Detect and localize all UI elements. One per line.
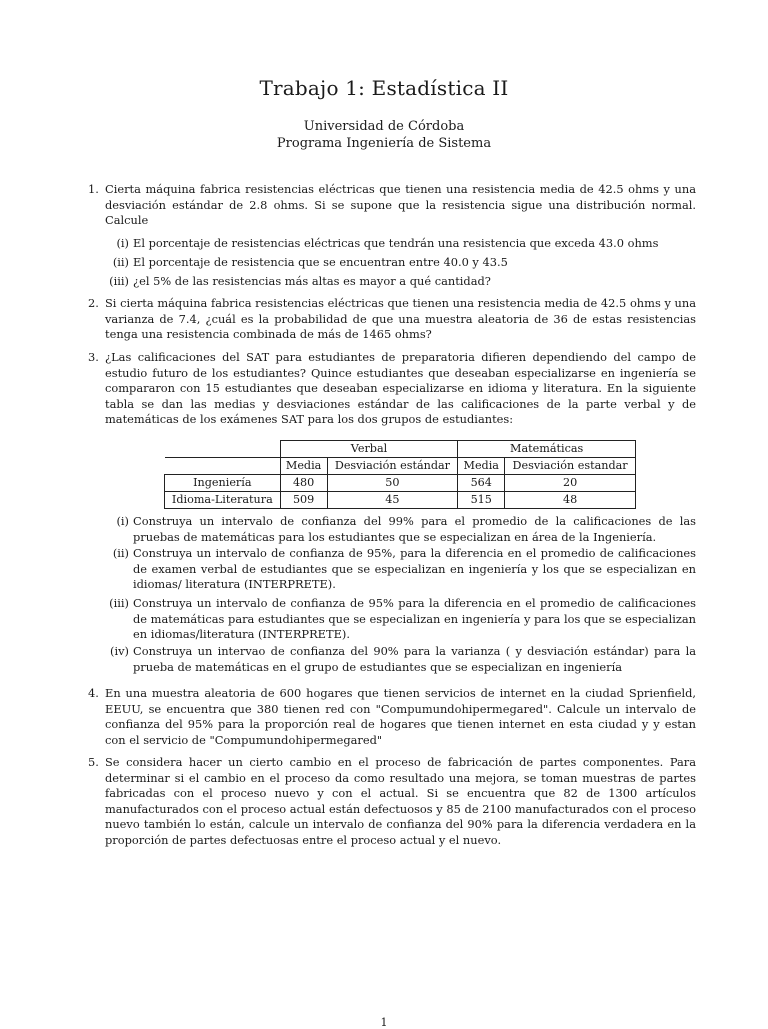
table-cell: 20: [505, 475, 636, 492]
problem-text: Se considera hacer un cierto cambio en el proceso de fabricación de partes componentes. Para determinar si el cambio en el proceso da como resultado una mejora, se toman muestras de partes fabricadas con el proceso nuevo y con el actual. Si se encuentra que 82 de 1300 artículos manufacturados con el proceso actual están defectuosos y 85 de 2100 manufacturados con el proceso nuevo también lo están, calcule un intervalo de confianza del 90% para la diferencia verdadera en la proporción de partes defectuosas entre el proceso actual y el nuevo.: [105, 755, 696, 847]
problem-text: En una muestra aleatoria de 600 hogares que tienen servicios de internet en la ciudad Sprienfield, EEUU, se encuentra que 380 tienen red con "Compumundohipermegared". Calcule un intervalo de confianza del 95% para la proporción real de hogares que tienen internet en esta ciudad y y estan con el servicio de "Compumundohipermegared": [105, 686, 696, 747]
problem-1: [88, 182, 696, 229]
problem-3-item-iv: [105, 644, 696, 675]
subheader-math-mean: Media: [458, 458, 505, 475]
item-label: (iii): [109, 596, 129, 610]
item-label: (i): [116, 514, 129, 528]
problem-3: [88, 350, 696, 428]
table-subheader-row: [165, 458, 636, 475]
item-label: (iii): [109, 274, 129, 288]
problem-text: ¿Las calificaciones del SAT para estudiantes de preparatoria difieren dependiendo del campo de estudio futuro de los estudiantes? Quince estudiantes que deseaban especializarse en ingeniería se compararon con 15 estudiantes que deseaban especializarse en idioma y literatura. En la siguiente tabla se dan las medias y desviaciones estándar de las calificaciones de la parte verbal y de matemáticas de los exámenes SAT para los dos grupos de estudiantes:: [105, 350, 696, 426]
item-label: (i): [116, 236, 129, 250]
item-text: El porcentaje de resistencia que se encuentran entre 40.0 y 43.5: [133, 255, 508, 269]
table-cell: 515: [458, 492, 505, 509]
table-cell: 48: [505, 492, 636, 509]
problem-1-item-iii: [105, 274, 696, 290]
problem-1-item-i: [105, 236, 696, 252]
item-text: El porcentaje de resistencias eléctricas que tendrán una resistencia que exceda 43.0 ohms: [133, 236, 659, 250]
page-number: 1: [380, 1016, 388, 1029]
group-header-verbal: Verbal: [280, 441, 458, 458]
table-cell: 480: [280, 475, 327, 492]
problem-number: 4.: [88, 686, 99, 700]
item-label: (iv): [110, 644, 129, 658]
item-text: Construya un intervalo de confianza del 99% para el promedio de la calificaciones de las pruebas de matemáticas para los estudiantes que se especializan en área de la Ingeniería.: [133, 514, 696, 544]
institution-name: Universidad de Córdoba: [303, 119, 465, 134]
item-text: Construya un intervalo de confianza de 95% para la diferencia en el promedio de calificaciones de matemáticas para estudiantes que se especializan en ingeniería y para los que se especializan en idiomas/literatura (INTERPRETE).: [133, 596, 696, 641]
program-name: Programa Ingeniería de Sistema: [276, 136, 492, 151]
item-label: (ii): [112, 546, 129, 560]
problem-3-item-i: [105, 514, 696, 545]
row-label: Idioma-Literatura: [165, 492, 281, 509]
problem-number: 3.: [88, 350, 99, 364]
problem-number: 1.: [88, 182, 99, 196]
problem-5: [88, 755, 696, 848]
item-text: ¿el 5% de las resistencias más altas es mayor a qué cantidad?: [133, 274, 491, 288]
item-text: Construya un intervao de confianza del 90% para la varianza ( y desviación estándar) para la prueba de matemáticas en el grupo de estudiantes que se especializan en ingeniería: [133, 644, 696, 674]
problem-number: 2.: [88, 296, 99, 310]
problem-1-item-ii: [105, 255, 696, 271]
row-label: Ingeniería: [165, 475, 281, 492]
problem-3-item-iii: [105, 596, 696, 643]
table-corner: [165, 458, 281, 475]
problem-3-item-ii: [105, 546, 696, 593]
sat-scores-table: [164, 440, 636, 509]
subheader-verbal-sd: Desviación estándar: [327, 458, 458, 475]
problem-text: Si cierta máquina fabrica resistencias eléctricas que tienen una resistencia media de 42.5 ohms y una varianza de 7.4, ¿cuál es la probabilidad de que una muestra aleatoria de 36 de estas resistencias tenga una resistencia combinada de más de 1465 ohms?: [105, 296, 696, 341]
table-cell: 45: [327, 492, 458, 509]
page-title: Trabajo 1: Estadística II: [259, 76, 509, 100]
item-label: (ii): [112, 255, 129, 269]
item-text: Construya un intervalo de confianza de 95%, para la diferencia en el promedio de calificaciones de examen verbal de estudiantes que se especializan en ingeniería y los que se especializan en idiomas/ literatura (INTERPRETE).: [133, 546, 696, 591]
table-row: [165, 475, 636, 492]
table-cell: 509: [280, 492, 327, 509]
table-corner: [165, 441, 281, 458]
subheader-math-sd: Desviación estandar: [505, 458, 636, 475]
table-row: [165, 492, 636, 509]
table-cell: 564: [458, 475, 505, 492]
problem-text: Cierta máquina fabrica resistencias eléctricas que tienen una resistencia media de 42.5 ohms y una desviación estándar de 2.8 ohms. Si se supone que la resistencia sigue una distribución normal. Calcule: [105, 182, 696, 227]
problem-2: [88, 296, 696, 343]
problem-4: [88, 686, 696, 748]
problem-number: 5.: [88, 755, 99, 769]
group-header-math: Matemáticas: [458, 441, 636, 458]
table-group-header-row: [165, 441, 636, 458]
subheader-verbal-mean: Media: [280, 458, 327, 475]
table-cell: 50: [327, 475, 458, 492]
